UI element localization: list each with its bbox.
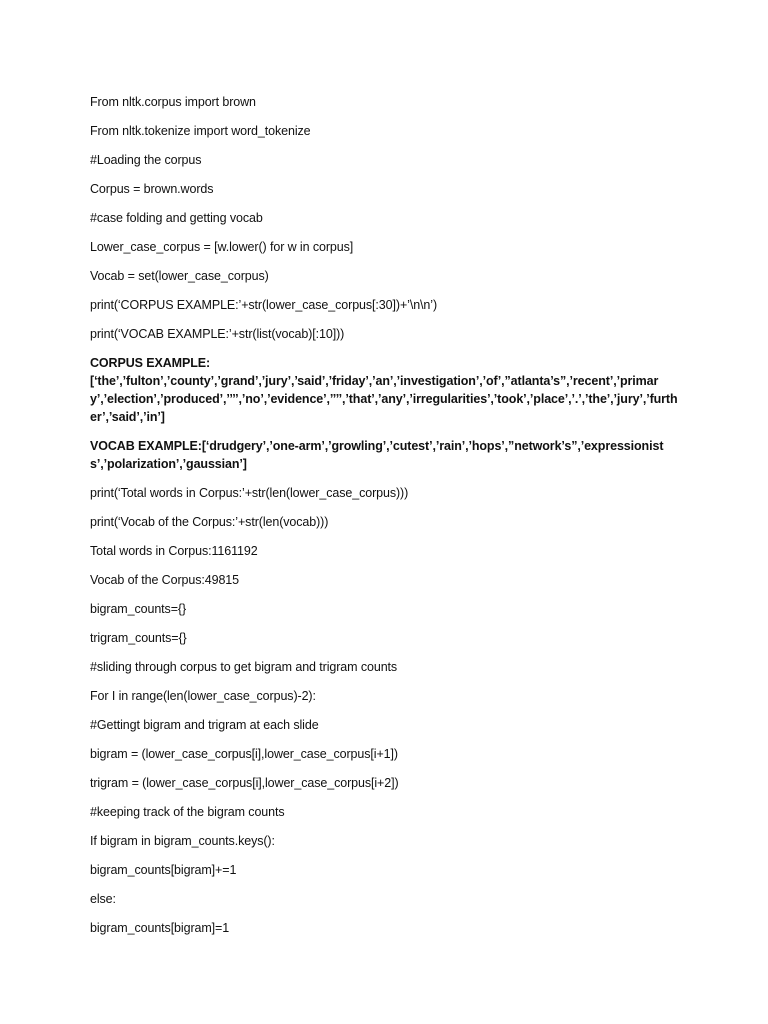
vocab-example-value: [‘drudgery’,’one-arm’,’growling’,’cutest’,’rain’,’hops’,”network’s”,’expressionists’,’polarization’,’gaussian’]	[90, 439, 664, 471]
vocab-example-label: VOCAB EXAMPLE:	[90, 439, 202, 453]
code-line: bigram_counts[bigram]+=1	[90, 863, 237, 877]
code-line: For I in range(len(lower_case_corpus)-2):	[90, 689, 316, 703]
code-line: print(‘CORPUS EXAMPLE:’+str(lower_case_corpus[:30])+’\n\n’)	[90, 298, 438, 312]
code-line: bigram_counts[bigram]=1	[90, 921, 230, 935]
corpus-example-output	[90, 354, 680, 426]
code-comment: #keeping track of the bigram counts	[90, 805, 285, 819]
vocab-example-output	[90, 437, 680, 473]
code-line: trigram_counts={}	[90, 631, 187, 645]
output-line: Vocab of the Corpus:49815	[90, 573, 240, 587]
output-line: Total words in Corpus:1161192	[90, 544, 258, 558]
code-line: From nltk.tokenize import word_tokenize	[90, 124, 311, 138]
code-line: Corpus = brown.words	[90, 182, 214, 196]
code-line: else:	[90, 892, 116, 906]
code-line: print(‘VOCAB EXAMPLE:’+str(list(vocab)[:10]))	[90, 327, 345, 341]
code-comment: #case folding and getting vocab	[90, 211, 263, 225]
code-line: From nltk.corpus import brown	[90, 95, 256, 109]
code-line: bigram_counts={}	[90, 602, 187, 616]
corpus-example-label: CORPUS EXAMPLE:	[90, 356, 211, 370]
code-line: Vocab = set(lower_case_corpus)	[90, 269, 269, 283]
code-comment: #Loading the corpus	[90, 153, 202, 167]
code-line: Lower_case_corpus = [w.lower() for w in corpus]	[90, 240, 354, 254]
code-line: If bigram in bigram_counts.keys():	[90, 834, 275, 848]
corpus-example-value: [‘the’,’fulton’,’county’,’grand’,’jury’,’said’,’friday’,’an’,’investigation’,’of’,”atlanta’s”,’recent’,’primary’,’election’,’produced’,’’’’,’no’,’evidence’,’’’’,’that’,’any’,’irregularities’,’took’,’place’,’.’,’the’,’jury’,’further’,’said’,’in’]	[90, 374, 678, 424]
code-comment: #sliding through corpus to get bigram and trigram counts	[90, 660, 398, 674]
code-line: bigram = (lower_case_corpus[i],lower_case_corpus[i+1])	[90, 747, 398, 761]
code-line: trigram = (lower_case_corpus[i],lower_case_corpus[i+2])	[90, 776, 399, 790]
code-line: print(‘Total words in Corpus:’+str(len(lower_case_corpus)))	[90, 486, 409, 500]
code-comment: #Gettingt bigram and trigram at each slide	[90, 718, 319, 732]
code-line: print(‘Vocab of the Corpus:’+str(len(vocab)))	[90, 515, 329, 529]
document-content	[90, 93, 680, 948]
